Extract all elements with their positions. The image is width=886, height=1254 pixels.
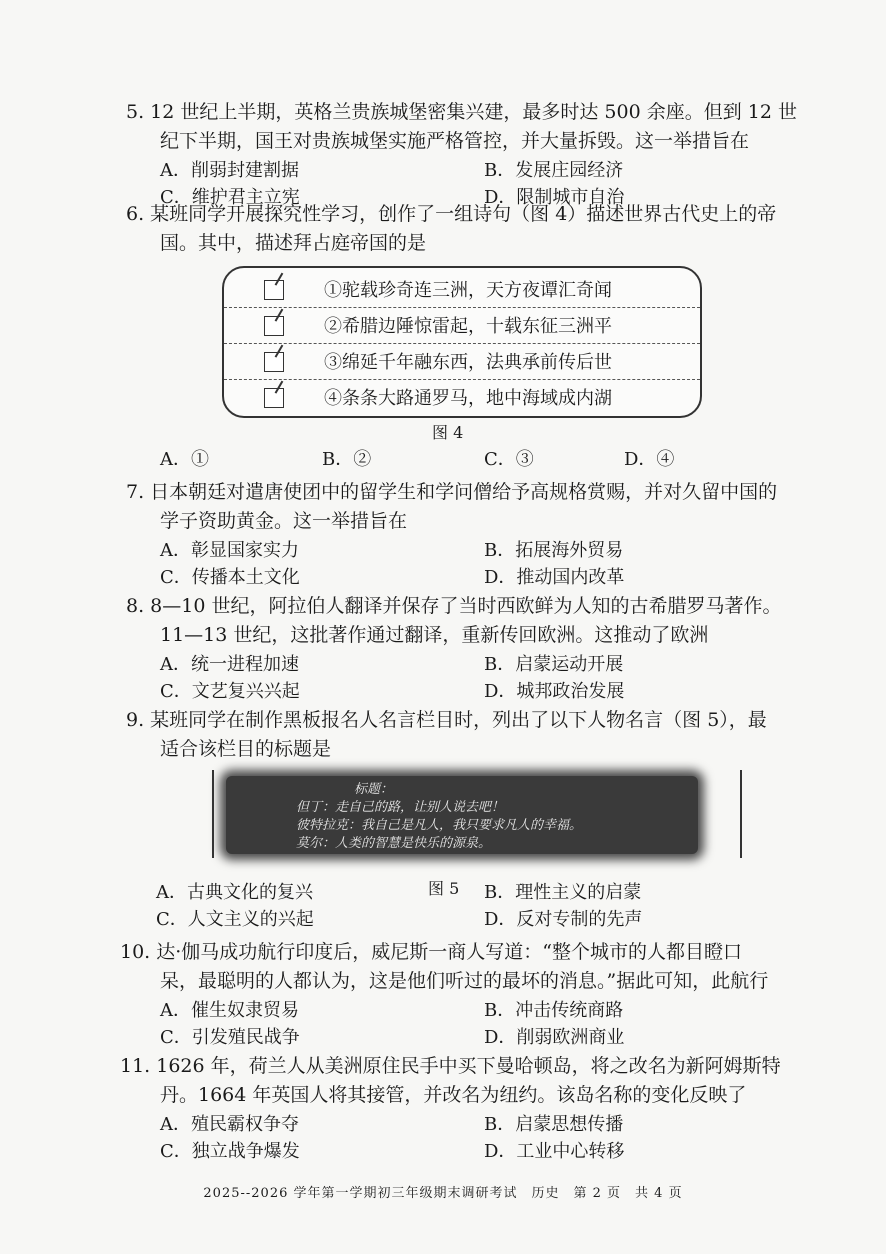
option-b: B．启蒙运动开展 [484,654,624,675]
option-a: A．古典文化的复兴 [156,882,313,903]
option-d: D．城邦政治发展 [484,681,625,702]
option-a: A．彰显国家实力 [160,540,299,561]
page-footer: 2025--2026 学年第一学期初三年级期末调研考试 历史 第 2 页 共 4 页 [203,1186,683,1201]
question-6-options-wrap [126,445,826,475]
poem-row-4 [224,380,700,416]
checkbox-icon [264,316,284,336]
question-10-stem-line-1: 10. 达·伽马成功航行印度后，威尼斯一商人写道：“整个城市的人都目瞪口 [120,941,743,963]
option-a: A．统一进程加速 [160,654,299,675]
question-10 [120,938,820,1054]
question-11-stem-line-2: 丹。1664 年英国人将其接管，并改名为纽约。该岛名称的变化反映了 [160,1084,747,1106]
question-11-stem-line-1: 11. 1626 年，荷兰人从美洲原住民手中买下曼哈顿岛，将之改名为新阿姆斯特 [120,1055,781,1077]
question-7-options [126,536,826,594]
question-8 [126,592,826,708]
checkbox-icon [264,352,284,372]
question-10-options [120,996,820,1054]
option-d: D．推动国内改革 [484,567,625,588]
option-b: B．② [322,449,372,470]
figure-4-caption: 图 4 [432,423,464,442]
question-5-stem-line-1: 5. 12 世纪上半期，英格兰贵族城堡密集兴建，最多时达 500 余座。但到 12 世 [126,101,797,123]
poem-line-1: ①驼载珍奇连三洲，天方夜谭汇奇闻 [324,280,612,301]
option-a: A．殖民霸权争夺 [160,1114,299,1135]
question-9-stem-line-1: 9. 某班同学在制作黑板报名人名言栏目时，列出了以下人物名言（图 5），最 [126,709,767,731]
question-7 [126,478,826,594]
question-5-stem-line-2: 纪下半期，国王对贵族城堡实施严格管控，并大量拆毁。这一举措旨在 [160,130,750,152]
question-7-stem-line-2: 学子资助黄金。这一举措旨在 [160,510,408,532]
poem-row-3 [224,344,700,380]
figure-5-blackboard [212,770,740,860]
option-a: A．催生奴隶贸易 [160,1000,299,1021]
option-d: D．工业中心转移 [484,1141,625,1162]
option-d: D．④ [624,449,675,470]
option-c: C．传播本土文化 [160,567,300,588]
question-7-stem-line-1: 7. 日本朝廷对遣唐使团中的留学生和学问僧给予高规格赏赐，并对久留中国的 [126,481,778,503]
question-8-stem-line-1: 8. 8—10 世纪，阿拉伯人翻译并保存了当时西欧鲜为人知的古希腊罗马著作。 [126,595,782,617]
checkbox-icon [264,388,284,408]
poem-row-1 [224,272,700,308]
question-6 [126,200,826,258]
question-8-stem-line-2: 11—13 世纪，这批著作通过翻译，重新传回欧洲。这推动了欧洲 [160,624,709,646]
option-a: A．削弱封建割据 [160,160,299,181]
option-c: C．人文主义的兴起 [156,909,314,930]
question-6-options [126,445,826,475]
question-9-stem-line-2: 适合该栏目的标题是 [160,738,332,760]
figure-4-poem-card [222,266,702,418]
figure-5-caption: 图 5 [428,879,460,898]
option-b: B．理性主义的启蒙 [484,882,642,903]
question-9 [126,706,826,764]
option-b: B．发展庄园经济 [484,160,624,181]
question-6-stem-line-1: 6. 某班同学开展探究性学习，创作了一组诗句（图 4）描述世界古代史上的帝 [126,203,777,225]
blackboard-quote-1: 但丁：走自己的路，让别人说去吧！ [296,800,505,815]
question-11 [120,1052,820,1168]
option-a: A．① [160,449,209,470]
option-b: B．启蒙思想传播 [484,1114,624,1135]
option-d: D．限制城市自治 [484,187,625,208]
blackboard-quote-2: 彼特拉克：我自己是凡人，我只要求凡人的幸福。 [296,818,583,833]
checkbox-icon [264,280,284,300]
question-9-options [126,878,826,936]
poem-row-2 [224,308,700,344]
option-c: C．维护君主立宪 [160,187,300,208]
poem-line-3: ③绵延千年融东西，法典承前传后世 [324,352,612,373]
poem-line-2: ②希腊边陲惊雷起，十载东征三洲平 [324,316,612,337]
question-6-stem-line-2: 国。其中，描述拜占庭帝国的是 [160,232,427,254]
option-d: D．反对专制的先声 [484,909,643,930]
blackboard-title-label: 标题： [354,782,394,797]
option-b: B．拓展海外贸易 [484,540,624,561]
question-9-options-wrap [126,878,826,936]
blackboard-quote-3: 莫尔：人类的智慧是快乐的源泉。 [296,836,492,851]
option-b: B．冲击传统商路 [484,1000,624,1021]
question-5 [126,98,826,214]
poem-line-4: ④条条大路通罗马，地中海域成内湖 [324,388,612,409]
option-c: C．独立战争爆发 [160,1141,300,1162]
question-11-options [120,1110,820,1168]
option-c: C．③ [484,449,534,470]
blackboard [226,776,698,854]
question-10-stem-line-2: 呆，最聪明的人都认为，这是他们听过的最坏的消息。”据此可知，此航行 [160,970,769,992]
option-d: D．削弱欧洲商业 [484,1027,625,1048]
question-8-options [126,650,826,708]
option-c: C．引发殖民战争 [160,1027,300,1048]
option-c: C．文艺复兴兴起 [160,681,300,702]
